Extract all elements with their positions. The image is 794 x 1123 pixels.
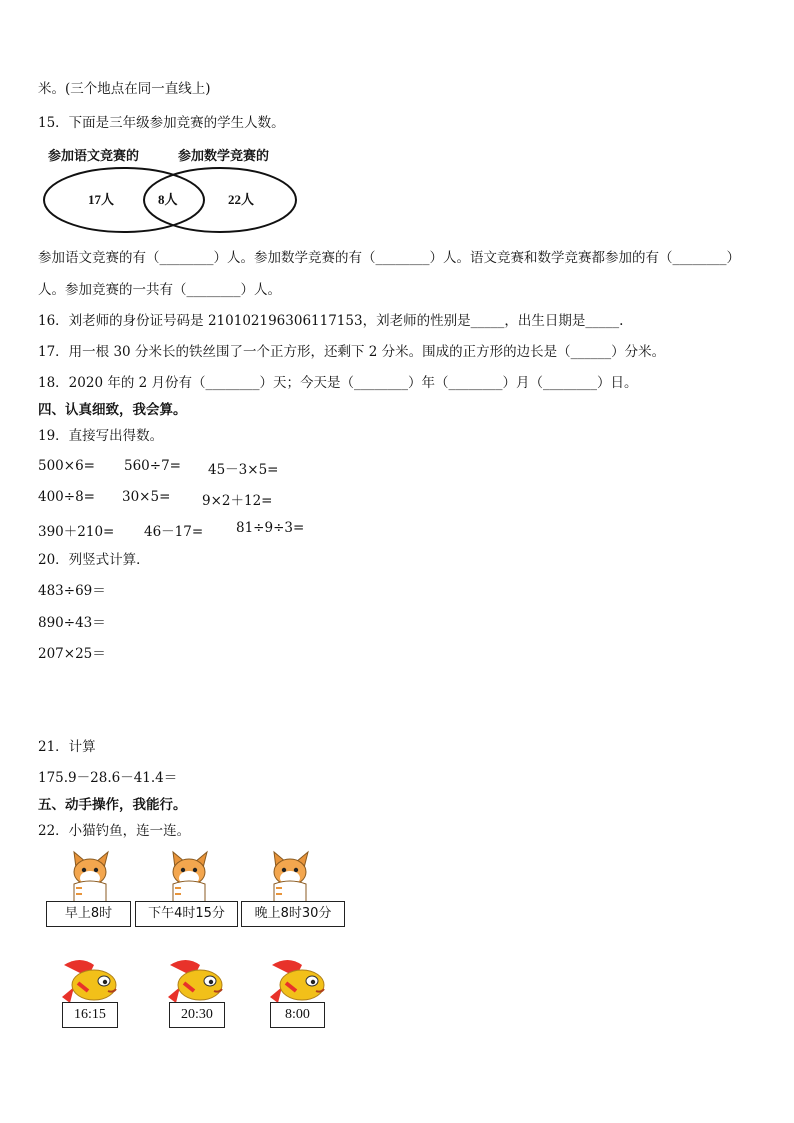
fish-time-label[interactable]: 16:15 — [62, 1002, 118, 1028]
venn-circle-chinese — [44, 168, 204, 232]
question-20: 20．列竖式计算． — [38, 552, 150, 568]
fish-icon — [166, 957, 226, 1003]
question-15: 15．下面是三年级参加竞赛的学生人数。 — [38, 115, 285, 131]
fish-icon — [60, 957, 120, 1003]
vertical-calc-item: 890÷43＝ — [38, 615, 106, 631]
calc-item: 500×6= — [38, 458, 95, 474]
cat-time-label[interactable]: 下午4时15分 — [135, 901, 238, 927]
cat-time-label[interactable]: 早上8时 — [46, 901, 131, 927]
question-19: 19．直接写出得数。 — [38, 428, 164, 444]
calc-item: 560÷7= — [124, 458, 181, 474]
cat-time-label[interactable]: 晚上8时30分 — [241, 901, 345, 927]
calc-item: 30×5= — [122, 489, 171, 505]
fish-time-label[interactable]: 8:00 — [270, 1002, 325, 1028]
vertical-calc-item: 483÷69＝ — [38, 583, 106, 599]
venn-label-math: 参加数学竞赛的 — [178, 148, 270, 163]
vertical-calc-item: 207×25＝ — [38, 646, 106, 662]
venn-diagram — [40, 146, 310, 238]
question-22: 22．小猫钓鱼，连一连。 — [38, 823, 191, 839]
question-17: 17．用一根 30 分米长的铁丝围了一个正方形，还剩下 2 分米。围成的正方形的边长是（______）分米。 — [38, 344, 666, 360]
section-5-title: 五、动手操作，我能行。 — [38, 797, 187, 813]
calc-item: 46－17= — [144, 524, 204, 540]
calc-item: 45－3×5= — [208, 462, 279, 478]
calc-item: 9×2＋12= — [202, 493, 273, 509]
cat-icon — [165, 850, 213, 902]
question-18: 18．2020 年的 2 月份有（________）天；今天是（________）年（________）月（________）日。 — [38, 375, 638, 391]
continued-text: 米。(三个地点在同一直线上) — [38, 81, 211, 97]
question-15-blanks-line2: 人。参加竞赛的一共有（________）人。 — [38, 282, 281, 298]
calc-item: 400÷8= — [38, 489, 95, 505]
cat-icon — [266, 850, 314, 902]
cat-icon — [66, 850, 114, 902]
venn-label-chinese: 参加语文竞赛的 — [48, 148, 140, 163]
venn-count-both: 8人 — [158, 192, 178, 207]
venn-count-chinese-only: 17人 — [88, 192, 115, 207]
question-21-expression: 175.9－28.6－41.4＝ — [38, 770, 178, 786]
fish-icon — [268, 957, 328, 1003]
venn-count-math-only: 22人 — [228, 192, 255, 207]
question-16: 16．刘老师的身份证号码是 210102196306117153，刘老师的性别是_____，出生日期是_____. — [38, 313, 624, 329]
question-15-blanks-line1: 参加语文竞赛的有（________）人。参加数学竞赛的有（________）人。语文竞赛和数学竞赛都参加的有（________） — [38, 250, 740, 266]
section-4-title: 四、认真细致，我会算。 — [38, 402, 187, 418]
question-21: 21．计算 — [38, 739, 96, 755]
calc-item: 81÷9÷3= — [236, 520, 305, 536]
fish-time-label[interactable]: 20:30 — [169, 1002, 225, 1028]
calc-item: 390＋210= — [38, 524, 115, 540]
